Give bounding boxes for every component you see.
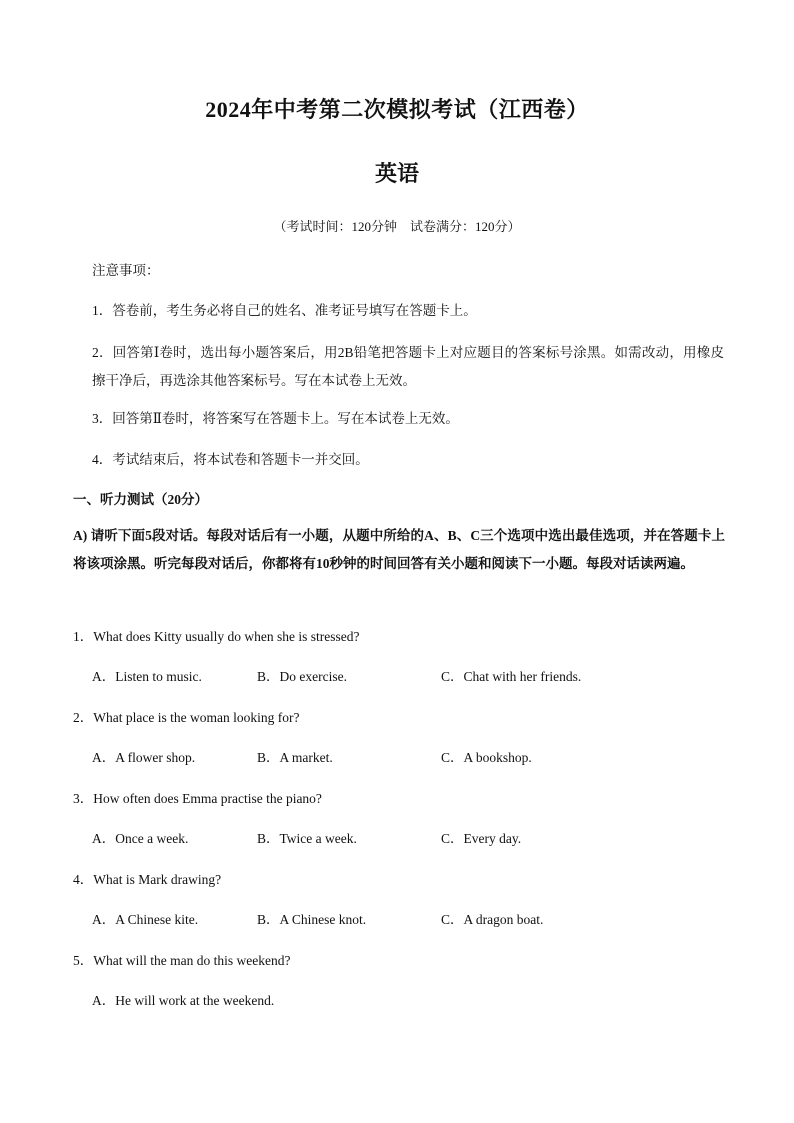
question-1-stem: 1．What does Kitty usually do when she is stressed? — [73, 629, 360, 644]
question-5-stem: 5．What will the man do this weekend? — [73, 953, 291, 968]
question-1-option-a: A．Listen to music. — [92, 669, 202, 684]
note-item-2: 2．回答第Ⅰ卷时，选出每小题答案后，用2B铅笔把答题卡上对应题目的答案标号涂黑。如需改动，用橡皮擦干净后，再选涂其他答案标号。写在本试卷上无效。 — [92, 345, 724, 388]
exam-title: 2024年中考第二次模拟考试（江西卷） — [205, 97, 589, 122]
note-item-4: 4．考试结束后，将本试卷和答题卡一并交回。 — [92, 452, 369, 467]
note-item-3: 3．回答第Ⅱ卷时，将答案写在答题卡上。写在本试卷上无效。 — [92, 411, 459, 426]
notes-heading: 注意事项： — [92, 263, 160, 278]
question-4-option-a: A．A Chinese kite. — [92, 912, 199, 927]
question-3-option-c: C．Every day. — [441, 831, 522, 846]
question-3-stem: 3．How often does Emma practise the piano? — [73, 791, 322, 806]
section-heading: 一、听力测试（20分） — [73, 492, 208, 507]
question-2-stem: 2．What place is the woman looking for? — [73, 710, 300, 725]
question-3-option-b: B．Twice a week. — [257, 831, 357, 846]
question-2-option-a: A．A flower shop. — [92, 750, 196, 765]
question-5-option-a: A．He will work at the weekend. — [92, 993, 275, 1008]
question-2-option-c: C．A bookshop. — [441, 750, 532, 765]
question-3-option-a: A．Once a week. — [92, 831, 189, 846]
question-4-option-b: B．A Chinese knot. — [257, 912, 367, 927]
question-4-stem: 4．What is Mark drawing? — [73, 872, 222, 887]
question-2-option-b: B．A market. — [257, 750, 333, 765]
question-1-option-c: C．Chat with her friends. — [441, 669, 582, 684]
part-a-instructions: A) 请听下面5段对话。每段对话后有一小题，从题中所给的A、B、C三个选项中选出最佳选项，并在答题卡上将该项涂黑。听完每段对话后，你都将有10秒钟的时间回答有关小题和阅读下一小题。每段对话读两遍。 — [73, 528, 725, 571]
note-item-1: 1．答卷前，考生务必将自己的姓名、准考证号填写在答题卡上。 — [92, 303, 477, 318]
question-1-option-b: B．Do exercise. — [257, 669, 347, 684]
exam-info: （考试时间：120分钟 试卷满分：120分） — [273, 219, 521, 234]
subject-title: 英语 — [374, 161, 419, 186]
question-4-option-c: C．A dragon boat. — [441, 912, 544, 927]
